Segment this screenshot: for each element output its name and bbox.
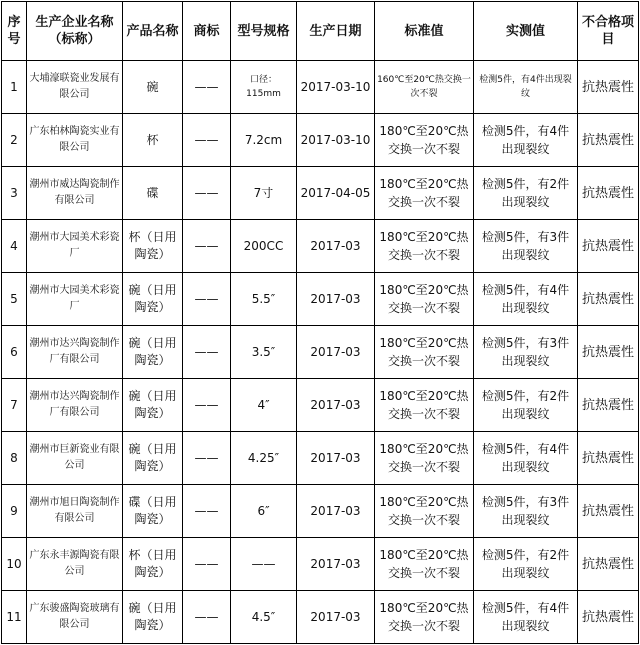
standard-value: 180℃至20℃热交换一次不裂 <box>375 538 474 591</box>
header-company: 生产企业名称（标称） <box>27 2 123 61</box>
row-number: 3 <box>2 167 27 220</box>
measured-value: 检测5件，有4件出现裂纹 <box>474 61 578 114</box>
model-spec: 4.25″ <box>231 432 297 485</box>
company-name: 潮州市威达陶瓷制作有限公司 <box>27 167 123 220</box>
company-name: 潮州市达兴陶瓷制作厂有限公司 <box>27 326 123 379</box>
header-item: 不合格项目 <box>578 2 639 61</box>
failed-item: 抗热震性 <box>578 485 639 538</box>
measured-value: 检测5件，有4件出现裂纹 <box>474 591 578 644</box>
row-number: 5 <box>2 273 27 326</box>
row-number: 11 <box>2 591 27 644</box>
brand-name: —— <box>183 432 231 485</box>
failed-item: 抗热震性 <box>578 114 639 167</box>
model-spec: 6″ <box>231 485 297 538</box>
table-row <box>2 379 639 432</box>
header-standard: 标准值 <box>375 2 474 61</box>
measured-value: 检测5件，有4件出现裂纹 <box>474 273 578 326</box>
product-name: 碗（日用陶瓷） <box>123 273 183 326</box>
model-spec: 5.5″ <box>231 273 297 326</box>
header-row <box>2 2 639 61</box>
failed-item: 抗热震性 <box>578 61 639 114</box>
product-name: 杯（日用陶瓷） <box>123 220 183 273</box>
header-spec: 型号规格 <box>231 2 297 61</box>
production-date: 2017-03 <box>297 220 375 273</box>
failed-item: 抗热震性 <box>578 432 639 485</box>
standard-value: 160℃至20℃热交换一次不裂 <box>375 61 474 114</box>
product-name: 碗（日用陶瓷） <box>123 591 183 644</box>
failed-item: 抗热震性 <box>578 538 639 591</box>
standard-value: 180℃至20℃热交换一次不裂 <box>375 220 474 273</box>
brand-name: —— <box>183 114 231 167</box>
table-row <box>2 220 639 273</box>
production-date: 2017-04-05 <box>297 167 375 220</box>
model-spec: 3.5″ <box>231 326 297 379</box>
failed-item: 抗热震性 <box>578 220 639 273</box>
failed-item: 抗热震性 <box>578 167 639 220</box>
brand-name: —— <box>183 485 231 538</box>
production-date: 2017-03 <box>297 591 375 644</box>
company-name: 潮州市旭日陶瓷制作有限公司 <box>27 485 123 538</box>
standard-value: 180℃至20℃热交换一次不裂 <box>375 485 474 538</box>
failed-item: 抗热震性 <box>578 273 639 326</box>
standard-value: 180℃至20℃热交换一次不裂 <box>375 114 474 167</box>
header-brand: 商标 <box>183 2 231 61</box>
row-number: 8 <box>2 432 27 485</box>
measured-value: 检测5件，有3件出现裂纹 <box>474 220 578 273</box>
product-name: 碟 <box>123 167 183 220</box>
measured-value: 检测5件，有4件出现裂纹 <box>474 114 578 167</box>
failed-item: 抗热震性 <box>578 379 639 432</box>
row-number: 1 <box>2 61 27 114</box>
measured-value: 检测5件，有2件出现裂纹 <box>474 538 578 591</box>
brand-name: —— <box>183 220 231 273</box>
table-row <box>2 61 639 114</box>
table-row <box>2 167 639 220</box>
measured-value: 检测5件，有3件出现裂纹 <box>474 485 578 538</box>
model-spec: 7.2cm <box>231 114 297 167</box>
model-spec: 4″ <box>231 379 297 432</box>
company-name: 潮州市达兴陶瓷制作厂有限公司 <box>27 379 123 432</box>
header-date: 生产日期 <box>297 2 375 61</box>
brand-name: —— <box>183 273 231 326</box>
row-number: 9 <box>2 485 27 538</box>
measured-value: 检测5件，有3件出现裂纹 <box>474 326 578 379</box>
company-name: 大埔濠联瓷业发展有限公司 <box>27 61 123 114</box>
brand-name: —— <box>183 379 231 432</box>
row-number: 7 <box>2 379 27 432</box>
failed-item: 抗热震性 <box>578 326 639 379</box>
model-spec: 7寸 <box>231 167 297 220</box>
table-row <box>2 326 639 379</box>
header-measured: 实测值 <box>474 2 578 61</box>
model-spec: 200CC <box>231 220 297 273</box>
measured-value: 检测5件，有2件出现裂纹 <box>474 379 578 432</box>
standard-value: 180℃至20℃热交换一次不裂 <box>375 167 474 220</box>
company-name: 潮州市大园美术彩瓷厂 <box>27 220 123 273</box>
product-name: 碟（日用陶瓷） <box>123 485 183 538</box>
company-name: 广东骏盛陶瓷玻璃有限公司 <box>27 591 123 644</box>
table-body <box>2 61 639 644</box>
standard-value: 180℃至20℃热交换一次不裂 <box>375 273 474 326</box>
brand-name: —— <box>183 538 231 591</box>
production-date: 2017-03 <box>297 485 375 538</box>
production-date: 2017-03 <box>297 432 375 485</box>
table-row <box>2 591 639 644</box>
brand-name: —— <box>183 61 231 114</box>
table-row <box>2 114 639 167</box>
production-date: 2017-03 <box>297 326 375 379</box>
row-number: 2 <box>2 114 27 167</box>
row-number: 4 <box>2 220 27 273</box>
measured-value: 检测5件，有2件出现裂纹 <box>474 167 578 220</box>
product-name: 杯 <box>123 114 183 167</box>
brand-name: —— <box>183 326 231 379</box>
product-name: 杯（日用陶瓷） <box>123 538 183 591</box>
company-name: 广东永丰源陶瓷有限公司 <box>27 538 123 591</box>
product-name: 碗（日用陶瓷） <box>123 379 183 432</box>
production-date: 2017-03 <box>297 379 375 432</box>
header-product: 产品名称 <box>123 2 183 61</box>
table-row <box>2 538 639 591</box>
standard-value: 180℃至20℃热交换一次不裂 <box>375 432 474 485</box>
company-name: 潮州市大园美术彩瓷厂 <box>27 273 123 326</box>
table-row <box>2 485 639 538</box>
failed-item: 抗热震性 <box>578 591 639 644</box>
production-date: 2017-03-10 <box>297 114 375 167</box>
row-number: 10 <box>2 538 27 591</box>
product-name: 碗 <box>123 61 183 114</box>
standard-value: 180℃至20℃热交换一次不裂 <box>375 379 474 432</box>
brand-name: —— <box>183 591 231 644</box>
production-date: 2017-03 <box>297 273 375 326</box>
model-spec: 口径：115mm <box>231 61 297 114</box>
product-name: 碗（日用陶瓷） <box>123 432 183 485</box>
production-date: 2017-03 <box>297 538 375 591</box>
table-row <box>2 273 639 326</box>
row-number: 6 <box>2 326 27 379</box>
company-name: 广东柏林陶瓷实业有限公司 <box>27 114 123 167</box>
product-name: 碗（日用陶瓷） <box>123 326 183 379</box>
model-spec: —— <box>231 538 297 591</box>
measured-value: 检测5件，有4件出现裂纹 <box>474 432 578 485</box>
production-date: 2017-03-10 <box>297 61 375 114</box>
model-spec: 4.5″ <box>231 591 297 644</box>
brand-name: —— <box>183 167 231 220</box>
company-name: 潮州市巨新瓷业有限公司 <box>27 432 123 485</box>
defect-table <box>1 1 639 644</box>
standard-value: 180℃至20℃热交换一次不裂 <box>375 591 474 644</box>
table-row <box>2 432 639 485</box>
standard-value: 180℃至20℃热交换一次不裂 <box>375 326 474 379</box>
header-no: 序号 <box>2 2 27 61</box>
